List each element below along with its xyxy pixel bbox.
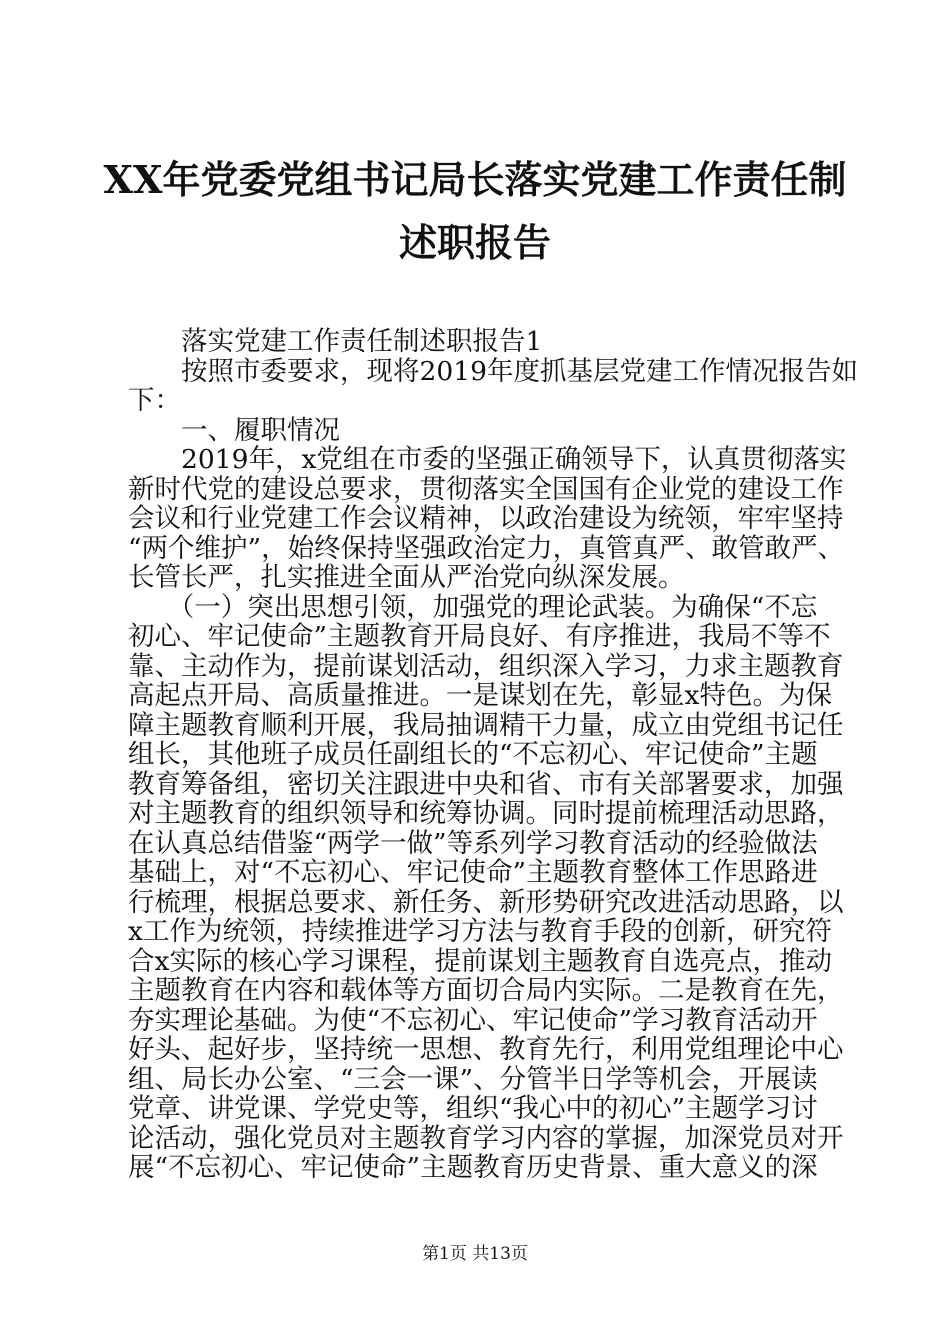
body-line: 落实党建工作责任制述职报告1 [128,326,543,357]
body-line: 展“不忘初心、牢记使命”主题教育历史背景、重大意义的深 [128,1152,818,1183]
body-line: 好头、起好步，坚持统一思想、教育先行，利用党组理论中心 [128,1034,844,1065]
body-line: 夯实理论基础。为使“不忘初心、牢记使命”学习教育活动开 [128,1004,818,1036]
body-line: 下： [128,385,181,416]
body-line: 在认真总结借鉴“两学一做”等系列学习教育活动的经验做法 [128,827,818,859]
body-line: 高起点开局、高质量推进。一是谋划在先，彰显x特色。为保 [128,680,832,711]
document-title-line-1: XX年党委党组书记局长落实党建工作责任制 [103,157,847,202]
body-line: 长管长严，扎实推进全面从严治党向纵深发展。 [128,562,685,593]
body-line: 新时代党的建设总要求，贯彻落实全国国有企业党的建设工作 [128,473,844,505]
document-title-line-2: 述职报告 [398,220,551,265]
body-line: 主题教育在内容和载体等方面切合局内实际。二是教育在先， [128,975,844,1006]
body-line: x工作为统领，持续推进学习方法与教育手段的创新，研究符 [128,916,832,947]
body-line: 行梳理，根据总要求、新任务、新形势研究改进活动思路，以 [128,886,844,918]
body-line: 靠、主动作为，提前谋划活动，组织深入学习，力求主题教育 [128,650,844,682]
body-line: 论活动，强化党员对主题教育学习内容的掌握，加深党员对开 [128,1122,844,1154]
body-line: 基础上，对“不忘初心、牢记使命”主题教育整体工作思路进 [128,857,818,888]
body-line: 对主题教育的组织领导和统筹协调。同时提前梳理活动思路， [128,798,844,829]
body-line: 2019年，x党组在市委的坚强正确领导下，认真贯彻落实 [128,444,847,475]
body-line: 组、局长办公室、“三会一课”、分管半日学等机会，开展读 [128,1063,818,1095]
body-line: 会议和行业党建工作会议精神，以政治建设为统领，牢牢坚持 [128,503,844,534]
body-line: 党章、讲党课、学党史等，组织“我心中的初心”主题学习讨 [128,1093,818,1124]
body-line: 初心、牢记使命”主题教育开局良好、有序推进，我局不等不 [128,621,831,652]
body-line: 合x实际的核心学习课程，提前谋划主题教育自选亮点，推动 [128,945,832,977]
body-line: 组长，其他班子成员任副组长的“不忘初心、牢记使命”主题 [128,739,818,770]
page-footer: 第1页 共13页 [422,1244,528,1264]
body-line: 障主题教育顺利开展，我局抽调精干力量，成立由党组书记任 [128,709,844,741]
body-line: “两个维护”，始终保持坚强政治定力，真管真严、敢管敢严、 [128,532,845,564]
body-line: 一、履职情况 [128,414,340,446]
document-body [128,326,858,1183]
body-line: （一）突出思想引领，加强党的理论武装。为确保“不忘 [128,591,818,623]
body-line: 按照市委要求，现将2019年度抓基层党建工作情况报告如 [128,355,858,387]
body-line: 教育筹备组，密切关注跟进中央和省、市有关部署要求，加强 [128,768,844,800]
